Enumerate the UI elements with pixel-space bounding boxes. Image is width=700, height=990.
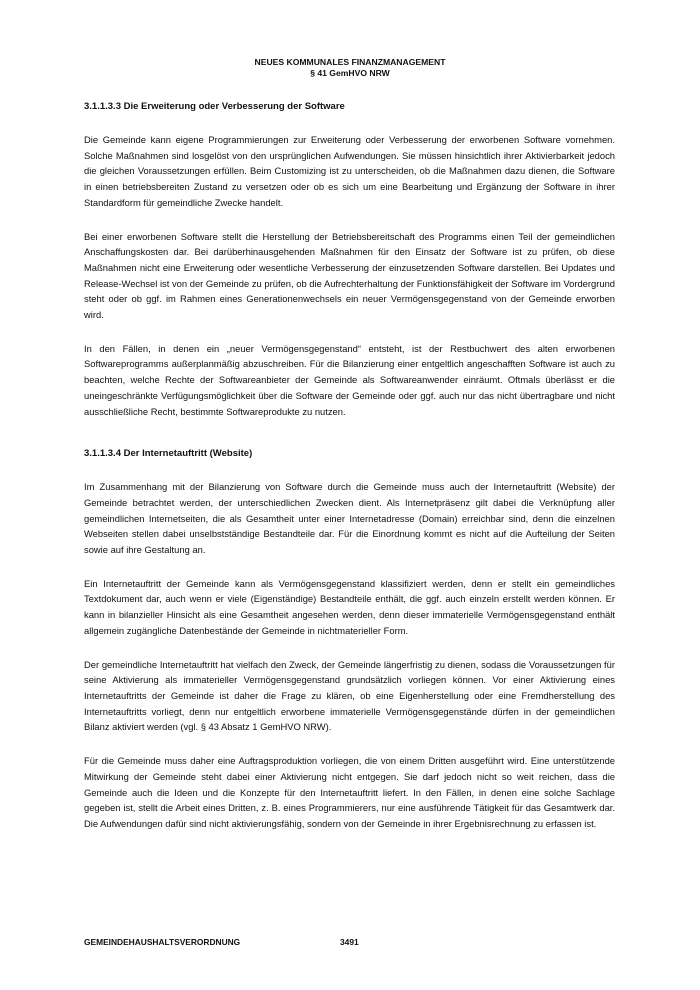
page-footer [84,937,615,949]
page-header [0,57,700,79]
paragraph: Im Zusammenhang mit der Bilanzierung von Software durch die Gemeinde muss auch der Internetauftritt (Website) der Gemeinde betrachtet werden, der unterschiedlichen Zwecken dient. Als Internetpräsenz gilt dabei die Verknüpfung aller gemeindlichen Internetseiten, die als Gesamtheit unter einer Internetadresse (Domain) erreichbar sind, denn die einzelnen Webseiten stellen dabei unselbstständige Bestandteile dar. Für die Einordnung kommt es nicht auf die Aufteilung der Seiten sowie auf ihre Gestaltung an. [84,481,615,556]
paragraph: Ein Internetauftritt der Gemeinde kann als Vermögensgegenstand klassifiziert werden, denn er stellt ein gemeindliches Textdokument dar, auch wenn er viele (Eigenständige) Bestandteile enthält, die ggf. auch einzeln erstellt werden können. Er kann in bilanzieller Hinsicht als eine Gesamtheit angesehen werden, denn dieser immaterielle Vermögensgegenstand enthält allgemein zugängliche Datenbestände der Gemeinde in nichtmaterieller Form. [84,577,615,636]
paragraph: Die Gemeinde kann eigene Programmierungen zur Erweiterung oder Verbesserung der erworbenen Software vornehmen. Solche Maßnahmen sind losgelöst von den ursprünglichen Aufwendungen. Sie müssen hinsichtlich ihrer Aktivierbarkeit jedoch die gleichen Voraussetzungen erfüllen. Beim Customizing ist zu unterscheiden, ob die Maßnahmen dazu dienen, die Software in einen betriebsbereiten Zustand zu versetzen oder ob es sich um eine Bearbeitung und Ergänzung der Software in ihrer Standardform für gemeindliche Zwecke handelt. [84,134,615,208]
paragraph: Für die Gemeinde muss daher eine Auftragsproduktion vorliegen, die von einem Dritten ausgeführt wird. Eine unterstützende Mitwirkung der Gemeinde steht dabei einer Aktivierung nicht entgegen. Sie darf jedoch nicht so weit reichen, dass die Gemeinde auch die Ideen und die Konzepte für den Internetauftritt liefert. In den Fällen, in denen eine solche Sachlage gegeben ist, stellt die Arbeit eines Dritten, z. B. eines Programmierers, nur eine ausführende Tätigkeit für das Gesamtwerk dar. Die Aufwendungen dafür sind nicht aktivierungsfähig, sondern von der Gemeinde in ihrer Ergebnisrechnung zu erfassen ist. [84,755,615,829]
section-heading: 3.1.1.3.3 Die Erweiterung oder Verbesserung der Software [84,101,345,112]
header-subtitle: § 41 GemHVO NRW [310,68,390,78]
footer-title: GEMEINDEHAUSHALTSVERORDNUNG [84,937,241,947]
paragraph: Der gemeindliche Internetauftritt hat vielfach den Zweck, der Gemeinde längerfristig zu dienen, sodass die Voraussetzungen für seine Aktivierung als immaterieller Vermögensgegenstand grundsätzlich vorliegen können. Vor einer Aktivierung eines Internetauftritts der Gemeinde ist daher die Frage zu klären, ob eine Eigenherstellung oder eine Fremdherstellung des Internetauftritts vorliegt, denn nur entgeltlich erworbene immaterielle Vermögensgegenstände dürfen in der gemeindlichen Bilanz aktiviert werden (vgl. § 43 Absatz 1 GemHVO NRW). [84,658,615,733]
document-body [84,101,615,850]
page-number: 3491 [340,937,359,947]
paragraph: In den Fällen, in denen ein „neuer Vermögensgegenstand“ entsteht, ist der Restbuchwert des alten erworbenen Softwareprogramms außerplanmäßig abzuschreiben. Für die Bilanzierung einer entgeltlich angeschafften Software ist auch zu beachten, welche Rechte der Softwareanbieter der Gemeinde als Softwareanwender einräumt. Oftmals überlässt er die uneingeschränkte Verfügungsmöglichkeit über die Software der Gemeinde oder ggf. auch nur das nicht übertragbare und nicht ausschließliche Recht, bestimmte Softwareprodukte zu nutzen. [84,342,615,417]
header-title: NEUES KOMMUNALES FINANZMANAGEMENT [254,57,446,67]
section-heading: 3.1.1.3.4 Der Internetauftritt (Website) [84,448,253,460]
paragraph: Bei einer erworbenen Software stellt die Herstellung der Betriebsbereitschaft des Programms einen Teil der gemeindlichen Anschaffungskosten dar. Bei darüberhinausgehenden Maßnahmen für den Einsatz der Software ist zu prüfen, ob diese Maßnahmen nicht eine Erweiterung oder wesentliche Verbesserung der einzusetzenden Software darstellen. Bei Updates und Release-Wechsel ist von der Gemeinde zu prüfen, ob die Aufrechterhaltung der Funktionsfähigkeit der Software im Vordergrund steht oder ob ggf. im Rahmen eines Generationenwechsels ein neuer Vermögensgegenstand von der Gemeinde erworben wird. [84,230,615,321]
